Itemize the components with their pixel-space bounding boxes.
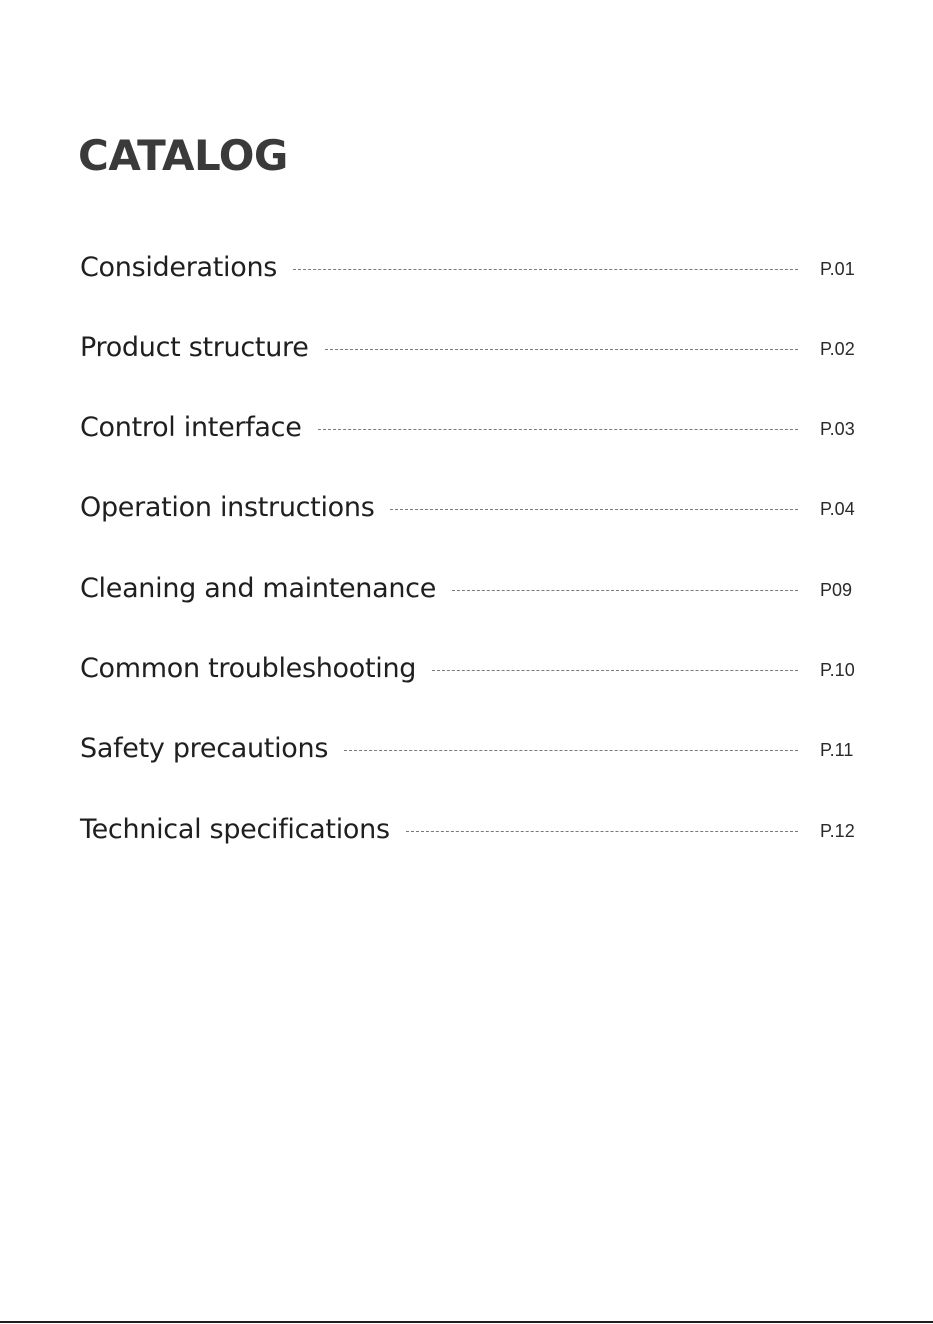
toc-entry-considerations[interactable] — [80, 246, 860, 288]
toc-entry-cleaning-and-maintenance[interactable] — [80, 567, 860, 609]
toc-entry-product-structure[interactable] — [80, 326, 860, 368]
toc-page-number: P09 — [820, 579, 853, 600]
dotted-leader — [318, 429, 799, 430]
dotted-leader — [390, 509, 798, 510]
dotted-leader — [344, 750, 798, 751]
toc-page-number: P.01 — [820, 258, 855, 279]
toc-entry-common-troubleshooting[interactable] — [80, 647, 860, 689]
toc-entry-label: Common troubleshooting — [80, 652, 417, 684]
page-title: CATALOG — [78, 131, 288, 180]
toc-entry-label: Cleaning and maintenance — [80, 572, 437, 604]
toc-entry-label: Product structure — [80, 331, 309, 363]
toc-entry-label: Control interface — [80, 412, 302, 444]
bottom-divider — [0, 1321, 933, 1323]
toc-page-number: P.04 — [820, 499, 855, 520]
toc-page-number: P.12 — [820, 820, 855, 841]
toc-page-number: P.02 — [820, 338, 855, 359]
dotted-leader — [293, 269, 798, 270]
dotted-leader — [452, 590, 798, 591]
toc-entry-technical-specifications[interactable] — [80, 808, 860, 850]
dotted-leader — [432, 670, 798, 671]
table-of-contents — [80, 246, 860, 888]
toc-page-number: P.10 — [820, 659, 855, 680]
toc-entry-label: Operation instructions — [80, 492, 375, 524]
toc-entry-label: Technical specifications — [80, 813, 390, 845]
toc-page-number: P.03 — [820, 419, 855, 440]
toc-page-number: P.11 — [820, 740, 854, 761]
toc-entry-label: Safety precautions — [80, 733, 329, 765]
toc-entry-control-interface[interactable] — [80, 407, 860, 449]
dotted-leader — [406, 831, 798, 832]
toc-entry-label: Considerations — [80, 251, 278, 283]
dotted-leader — [325, 349, 798, 350]
toc-entry-operation-instructions[interactable] — [80, 487, 860, 529]
toc-entry-safety-precautions[interactable] — [80, 728, 860, 770]
